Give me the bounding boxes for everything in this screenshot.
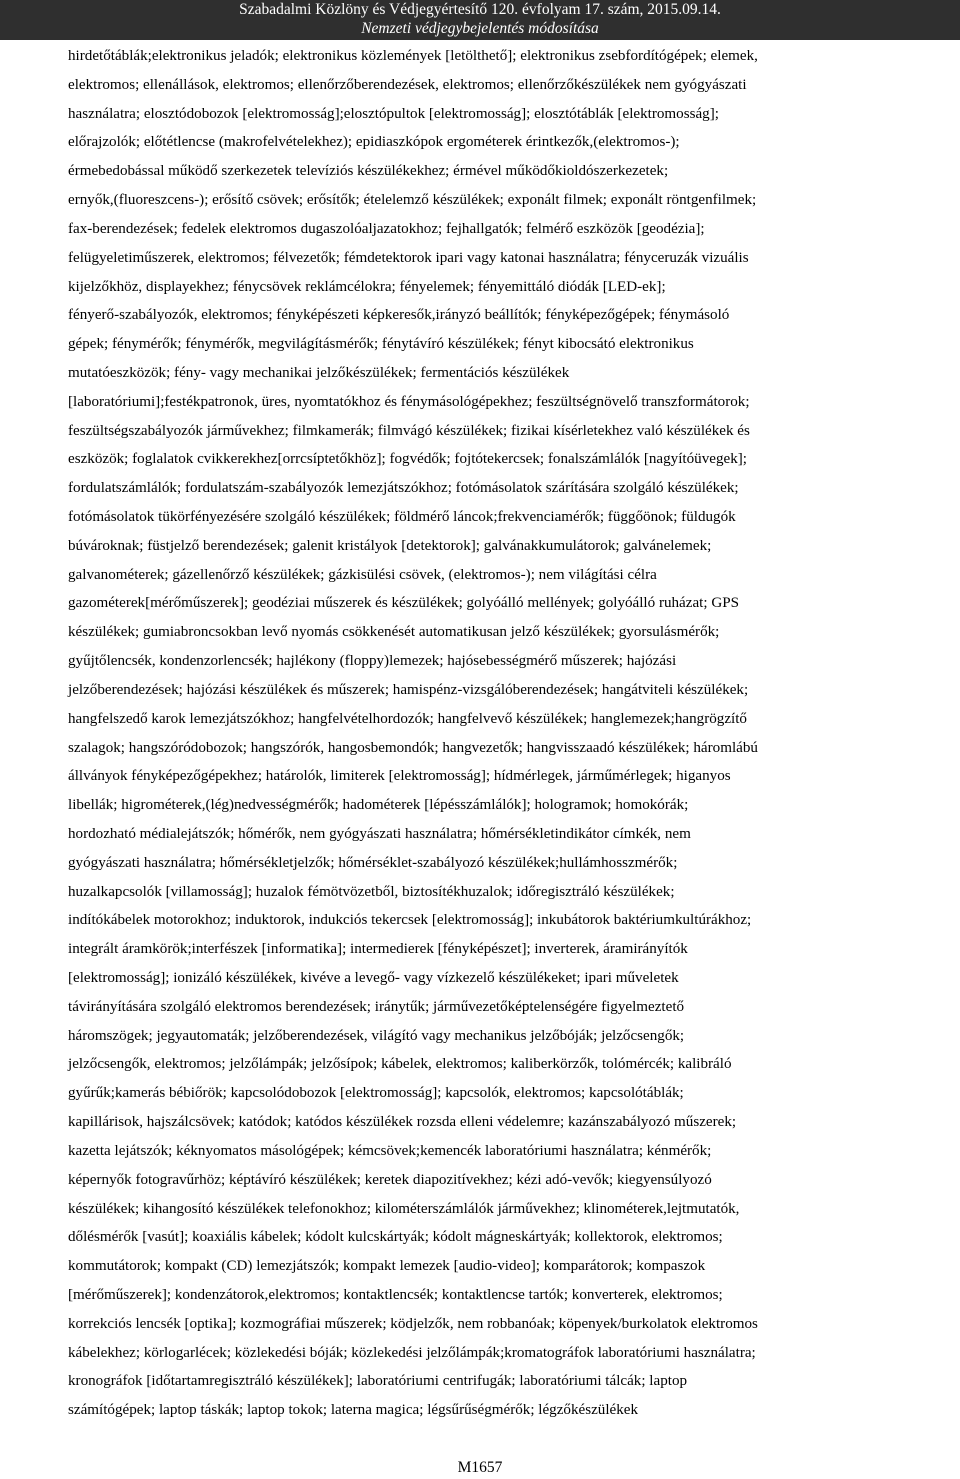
text-line: gépek; fénymérők; fénymérők, megvilágításmérők; fénytávíró készülékek; fényt kibocsátó elektronikus — [68, 336, 694, 353]
text-line: integrált áramkörök;interfészek [informatika]; intermedierek [fényképészet]; inverterek, áramirányítók — [68, 941, 688, 958]
text-line: huzalkapcsolók [villamosság]; huzalok fémötvözetből, biztosítékhuzalok; időregisztráló készülékek; — [68, 883, 675, 900]
publication-title: Szabadalmi Közlöny és Védjegyértesítő 120. évfolyam 17. szám, 2015.09.14. — [239, 1, 721, 18]
text-line: kijelzőkhöz, displayekhez; fénycsövek reklámcélokra; fényelemek; fényemittáló diódák [LED-ek]; — [68, 278, 666, 295]
text-line: gyűrűk;kamerás bébiőrök; kapcsolódobozok [elektromosság]; kapcsolók, elektromos; kapcsolótáblák; — [68, 1085, 684, 1102]
text-line: hordozható médialejátszók; hőmérők, nem gyógyászati használatra; hőmérsékletindikátor címkék, nem — [68, 825, 691, 842]
text-line: érmebedobással működő szerkezetek televíziós készülékekhez; érmével működőkioldószerkezetek; — [68, 163, 669, 180]
text-line: távirányítására szolgáló elektromos berendezések; iránytűk; járművezetőképtelenségére figyelmeztető — [68, 998, 685, 1015]
text-line: fényerő-szabályozók, elektromos; fényképészeti képkeresők,irányzó beállítók; fényképezőgépek; fénymásoló — [68, 307, 730, 324]
text-line: készülékek; kihangosító készülékek telefonokhoz; kilométerszámlálók járművekhez; klinométerek,lejtmutatók, — [68, 1200, 740, 1217]
text-line: indítókábelek motorokhoz; induktorok, indukciós tekercsek [elektromosság]; inkubátorok baktériumkultúrákhoz; — [68, 912, 752, 929]
text-line: kronográfok [időtartamregisztráló készülékek]; laboratóriumi centrifugák; laboratóriumi tálcák; laptop — [68, 1373, 688, 1390]
page-header — [0, 0, 960, 40]
text-line: [mérőműszerek]; kondenzátorok,elektromos; kontaktlencsék; kontaktlencse tartók; konverterek, elektromos; — [68, 1286, 723, 1303]
section-title: Nemzeti védjegybejelentés módosítása — [361, 20, 599, 37]
text-line: kommutátorok; kompakt (CD) lemezjátszók; kompakt lemezek [audio-video]; komparátorok; kompaszok — [68, 1258, 706, 1275]
text-line: búvároknak; füstjelző berendezések; galenit kristályok [detektorok]; galvánakkumulátorok; galvánelemek; — [68, 537, 712, 554]
text-line: libellák; higrométerek,(lég)nedvességmérők; hadométerek [lépésszámlálók]; hologramok; homokórák; — [68, 797, 689, 814]
text-line: [laboratóriumi];festékpatronok, üres, nyomtatókhoz és fénymásológépekhez; feszültségnövelő transzformátorok; — [68, 393, 750, 410]
text-line: hirdetőtáblák;elektronikus jeladók; elektronikus közlemények [letölthető]; elektronikus zsebfordítógépek; elemek, — [68, 48, 758, 64]
text-line: jelzőberendezések; hajózási készülékek és műszerek; hamispénz-vizsgálóberendezések; hangátviteli készülékek; — [68, 681, 749, 698]
text-line: korrekciós lencsék [optika]; kozmográfiai műszerek; ködjelzők, nem robbanóak; köpenyek/burkolatok elektromos — [68, 1315, 758, 1332]
text-line: eszközök; foglalatok cvikkerekhez[orrcsíptetőkhöz]; fogvédők; fojtótekercsek; fonalszámlálók [nagyítóüvegek]; — [68, 451, 747, 468]
text-line: fax-berendezések; fedelek elektromos dugaszolóaljazatokhoz; fejhallgatók; felmérő eszközök [geodézia]; — [68, 220, 705, 237]
text-line: készülékek; gumiabroncsokban levő nyomás csökkenését automatikusan jelző készülékek; gyorsulásmérők; — [68, 624, 720, 641]
text-line: jelzőcsengők, elektromos; jelzőlámpák; jelzősípok; kábelek, elektromos; kaliberkörzők, tolómércék; kalibráló — [68, 1056, 732, 1073]
text-line: [elektromosság]; ionizáló készülékek, kivéve a levegő- vagy vízkezelő készülékeket; ipari műveletek — [68, 970, 679, 986]
text-line: fordulatszámlálók; fordulatszám-szabályozók lemezjátszókhoz; fotómásolatok szárítására szolgáló készülékek; — [68, 480, 739, 497]
text-line: ernyők,(fluoreszcens-); erősítő csövek; erősítők; ételelemző készülékek; exponált filmek; exponált röntgenfilmek; — [68, 192, 757, 209]
text-line: számítógépek; laptop táskák; laptop tokok; laterna magica; légsűrűségmérők; légzőkészülékek — [68, 1402, 639, 1419]
text-line: használatra; elosztódobozok [elektromosság];elosztópultok [elektromosság]; elosztótáblák [elektromosság]; — [68, 105, 719, 122]
text-line: dőlésmérők [vasút]; koaxiális kábelek; kódolt kulcskártyák; kódolt mágneskártyák; kollektorok, elektromos; — [68, 1229, 723, 1246]
text-line: kapillárisok, hajszálcsövek; katódok; katódos készülékek rozsda elleni védelemre; kazánszabályozó műszerek; — [68, 1114, 737, 1131]
text-line: szalagok; hangszóródobozok; hangszórók, hangosbemondók; hangvezetők; hangvisszaadó készülékek; háromlábú — [68, 739, 758, 756]
text-line: előrajzolók; előtétlencse (makrofelvételekhez); epidiaszkópok ergométerek érintkezők,(elektromos-); — [68, 134, 680, 151]
text-line: mutatóeszközök; fény- vagy mechanikai jelzőkészülékek; fermentációs készülékek — [68, 364, 570, 381]
text-line: galvanométerek; gázellenőrző készülékek; gázkisülési csövek, (elektromos-); nem világítási célra — [68, 566, 657, 583]
goods-list-text — [68, 42, 898, 1425]
page-number: M1657 — [457, 1459, 503, 1476]
text-line: állványok fényképezőgépekhez; határolók, limiterek [elektromosság]; hídmérlegek, járműmérlegek; higanyos — [68, 768, 731, 785]
text-line: elektromos; ellenállások, elektromos; ellenőrzőberendezések, elektromos; ellenőrzőkészülékek nem gyógyászati — [68, 76, 747, 93]
text-line: háromszögek; jegyautomaták; jelzőberendezések, világító vagy mechanikus jelzőbóják; jelzőcsengők; — [68, 1027, 685, 1044]
text-line: gyógyászati használatra; hőmérsékletjelzők; hőmérséklet-szabályozó készülékek;hullámhosszmérők; — [68, 854, 678, 871]
text-line: képernyők fotogravűrhöz; képtávíró készülékek; keretek diapozitívekhez; kézi adó-vevők; kiegyensúlyozó — [68, 1171, 712, 1188]
text-line: felügyeletiműszerek, elektromos; félvezetők; fémdetektorok ipari vagy katonai használatra; fényceruzák vizuális — [68, 249, 749, 266]
text-line: fotómásolatok tükörfényezésére szolgáló készülékek; földmérő láncok;frekvenciamérők; függőönok; füldugók — [68, 509, 736, 525]
text-line: hangfelszedő karok lemezjátszókhoz; hangfelvételhordozók; hangfelvevő készülékek; hanglemezek;hangrögzítő — [68, 710, 747, 727]
text-line: kazetta lejátszók; kéknyomatos másológépek; kémcsövek;kemencék laboratóriumi használatra; kénmérők; — [68, 1142, 712, 1159]
text-line: gyűjtőlencsék, kondenzorlencsék; hajlékony (floppy)lemezek; hajósebességmérő műszerek; hajózási — [68, 653, 677, 670]
text-line: feszültségszabályozók járművekhez; filmkamerák; filmvágó készülékek; fizikai kísérletekhez való készülékek és — [68, 422, 750, 439]
text-line: kábelekhez; körlogarlécek; közlekedési bóják; közlekedési jelzőlámpák;kromatográfok laboratóriumi használatra; — [68, 1344, 756, 1361]
text-line: gazométerek[mérőműszerek]; geodéziai műszerek és készülékek; golyóálló mellények; golyóálló ruházat; GPS — [68, 595, 740, 612]
